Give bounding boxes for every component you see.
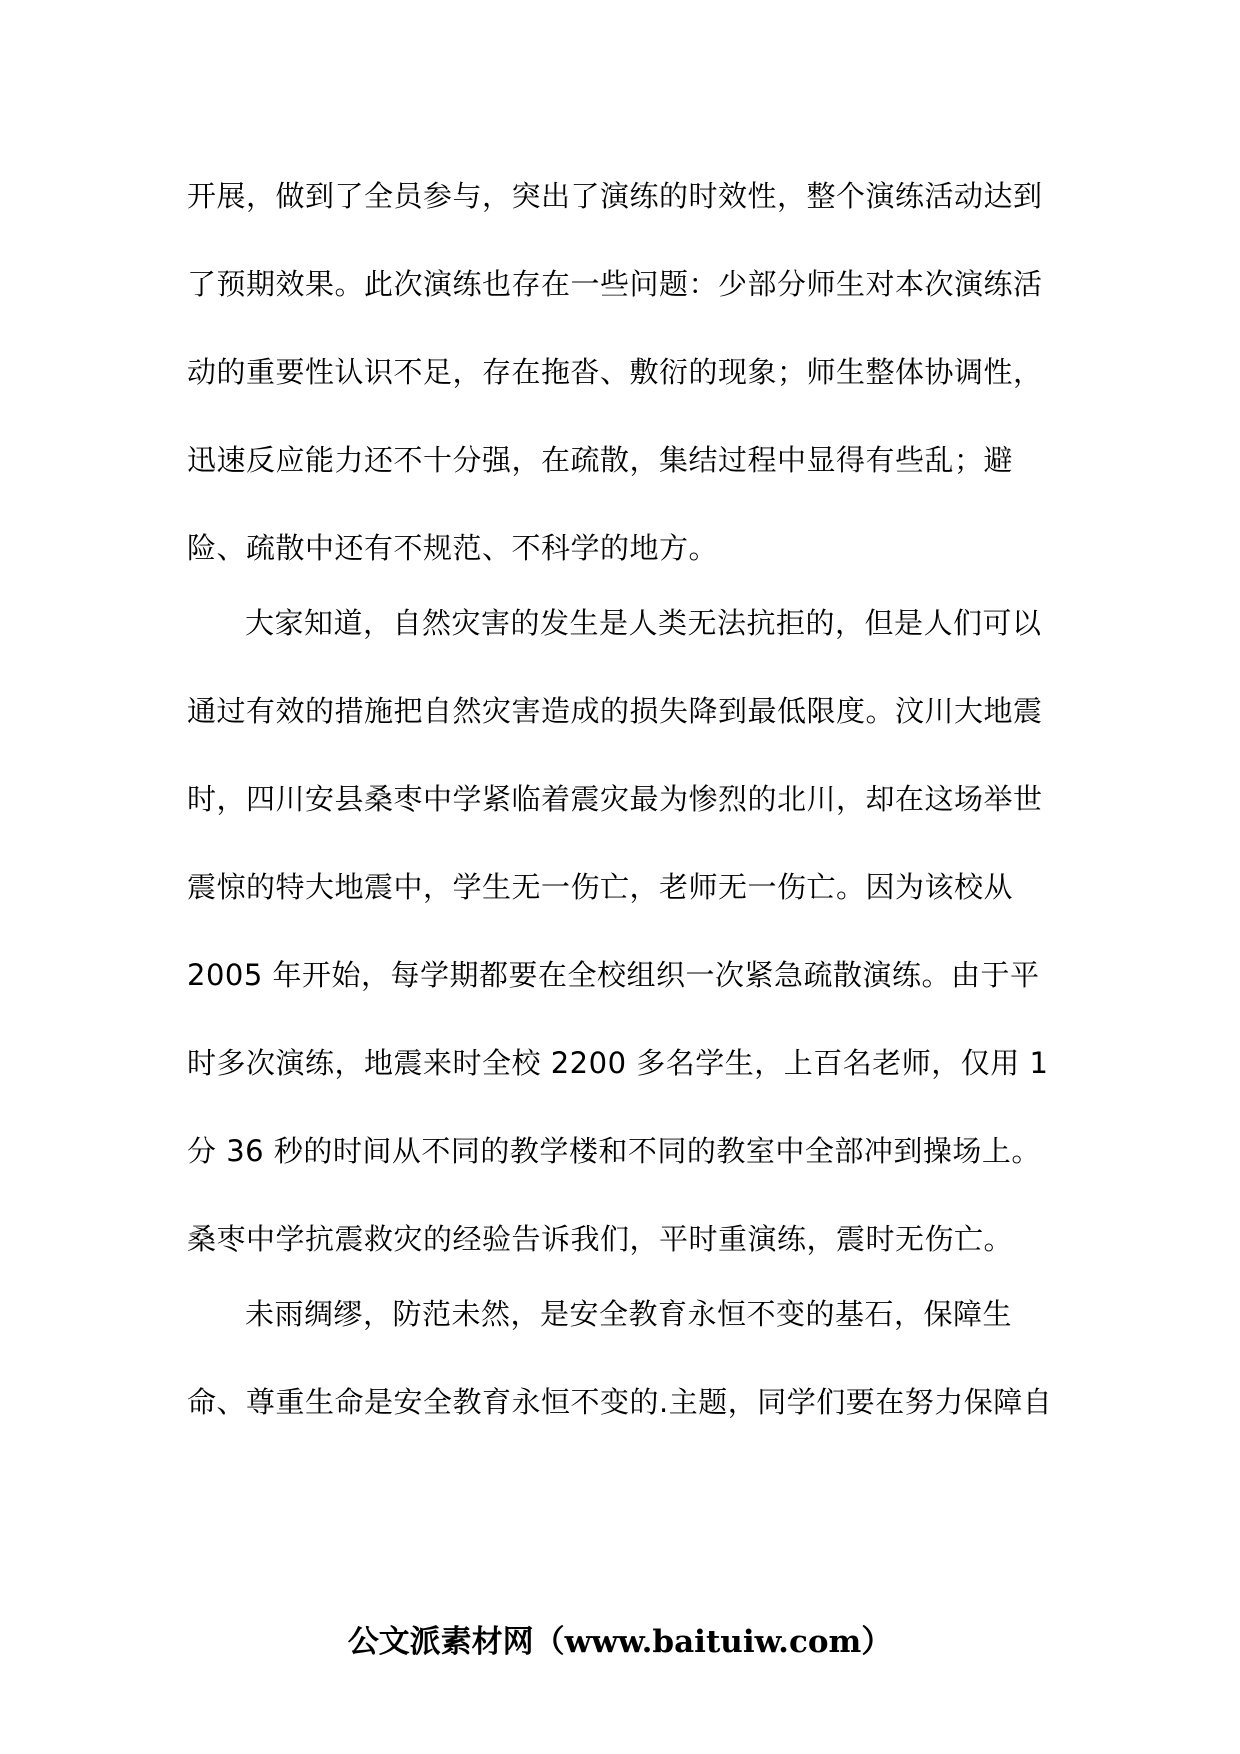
paragraph-line: 命、尊重生命是安全教育永恒不变的.主题，同学们要在努力保障自 <box>187 1385 1053 1419</box>
paragraph-line: 险、疏散中还有不规范、不科学的地方。 <box>187 531 719 565</box>
paragraph-line: 动的重要性认识不足，存在拖沓、敷衍的现象；师生整体协调性， <box>187 355 1043 389</box>
paragraph-line: 分 36 秒的时间从不同的教学楼和不同的教室中全部冲到操场上。 <box>187 1134 1041 1168</box>
paragraph-line: 时，四川安县桑枣中学紧临着震灾最为惨烈的北川，却在这场举世 <box>187 782 1043 816</box>
paragraph-line: 了预期效果。此次演练也存在一些问题：少部分师生对本次演练活 <box>187 267 1043 301</box>
paragraph-line: 迅速反应能力还不十分强，在疏散，集结过程中显得有些乱；避 <box>187 443 1014 477</box>
paragraph-line: 大家知道，自然灾害的发生是人类无法抗拒的，但是人们可以 <box>245 606 1042 640</box>
paragraph-line: 桑枣中学抗震救灾的经验告诉我们，平时重演练，震时无伤亡。 <box>187 1222 1014 1256</box>
paragraph-line: 通过有效的措施把自然灾害造成的损失降到最低限度。汶川大地震 <box>187 694 1043 728</box>
paragraph-line: 2005 年开始，每学期都要在全校组织一次紧急疏散演练。由于平 <box>187 958 1040 992</box>
paragraph-line: 开展，做到了全员参与，突出了演练的时效性，整个演练活动达到 <box>187 179 1043 213</box>
paragraph-line: 时多次演练，地震来时全校 2200 多名学生，上百名老师，仅用 1 <box>187 1046 1049 1080</box>
paragraph-line: 震惊的特大地震中，学生无一伤亡，老师无一伤亡。因为该校从 <box>187 870 1014 904</box>
paragraph-line: 未雨绸缪，防范未然，是安全教育永恒不变的基石，保障生 <box>245 1297 1013 1331</box>
page-footer-source: 公文派素材网（www.baituiw.com） <box>347 1624 893 1660</box>
